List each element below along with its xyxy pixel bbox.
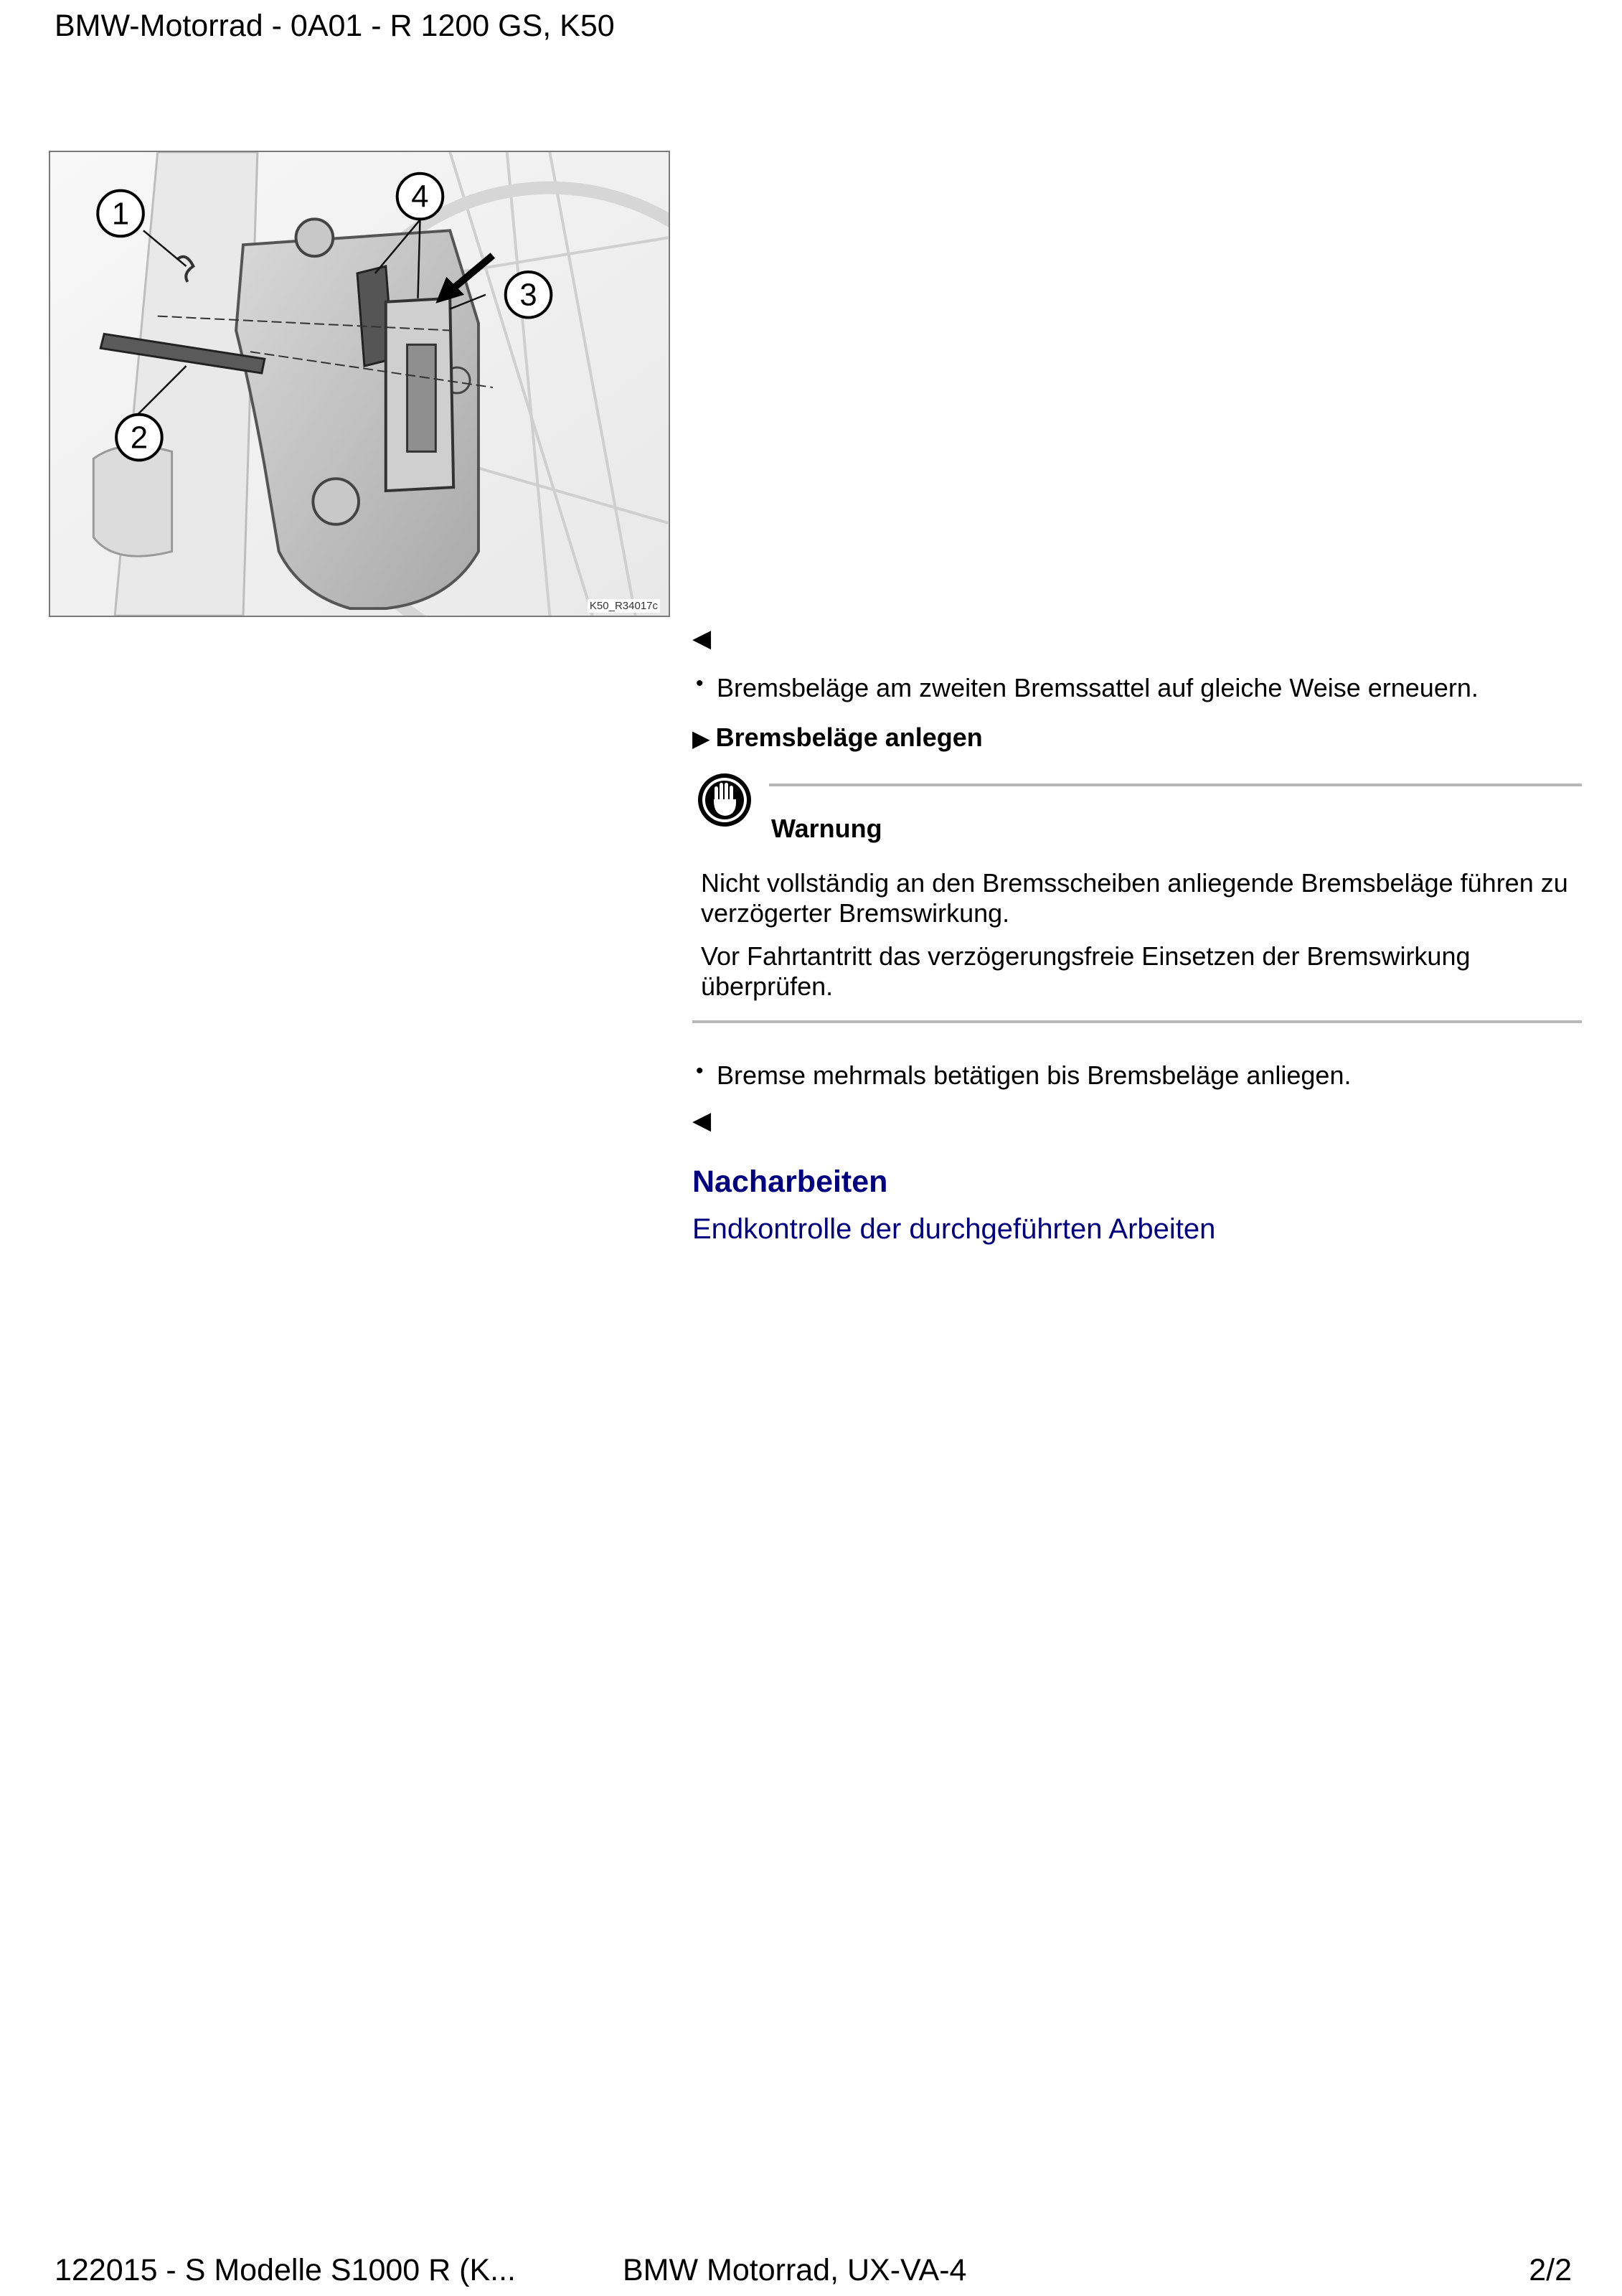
footer-document-ref: 122015 - S Modelle S1000 R (K... <box>55 2253 516 2287</box>
callout-1: 1 <box>111 196 130 232</box>
callout-2: 2 <box>130 420 148 456</box>
callout-4: 4 <box>411 179 429 215</box>
instruction-text: Bremse mehrmals betätigen bis Bremsbeläge anliegen. <box>717 1060 1352 1090</box>
hand-stop-icon <box>697 772 753 828</box>
bullet-icon: • <box>696 1059 704 1083</box>
warning-divider-top <box>769 784 1582 786</box>
subsection-heading <box>692 723 1582 753</box>
warning-divider-bottom <box>692 1020 1582 1023</box>
section-title: Nacharbeiten <box>692 1165 888 1199</box>
brake-caliper-illustration <box>49 151 670 617</box>
warning-text: Vor Fahrtantritt das verzögerungsfreie Einsetzen der Bremswirkung überprüfen. <box>701 941 1471 1001</box>
warning-title: Warnung <box>771 814 882 843</box>
bullet-icon: • <box>696 672 704 695</box>
figure-code: K50_R34017c <box>588 599 660 613</box>
play-triangle-icon: ▶ <box>692 725 710 751</box>
step-end-marker: ◀ <box>692 1107 712 1134</box>
warning-text: Nicht vollständig an den Bremsscheiben anliegende Bremsbeläge führen zu verzögerter Bremswirkung. <box>701 868 1568 928</box>
callout-3: 3 <box>519 277 537 313</box>
instruction-column <box>692 624 1582 1246</box>
footer-source: BMW Motorrad, UX-VA-4 <box>623 2253 967 2287</box>
caliper-drawing <box>50 152 669 616</box>
page-header: BMW-Motorrad - 0A01 - R 1200 GS, K50 <box>55 9 615 43</box>
instruction-step <box>692 1060 1582 1091</box>
final-check-link[interactable]: Endkontrolle der durchgeführten Arbeiten <box>692 1213 1216 1245</box>
warning-box <box>692 772 1582 1023</box>
step-end-marker: ◀ <box>692 625 712 652</box>
page-number: 2/2 <box>1529 2253 1572 2287</box>
subsection-title: Bremsbeläge anlegen <box>715 723 983 752</box>
instruction-text: Bremsbeläge am zweiten Bremssattel auf gleiche Weise erneuern. <box>717 673 1479 702</box>
instruction-step <box>692 673 1582 703</box>
